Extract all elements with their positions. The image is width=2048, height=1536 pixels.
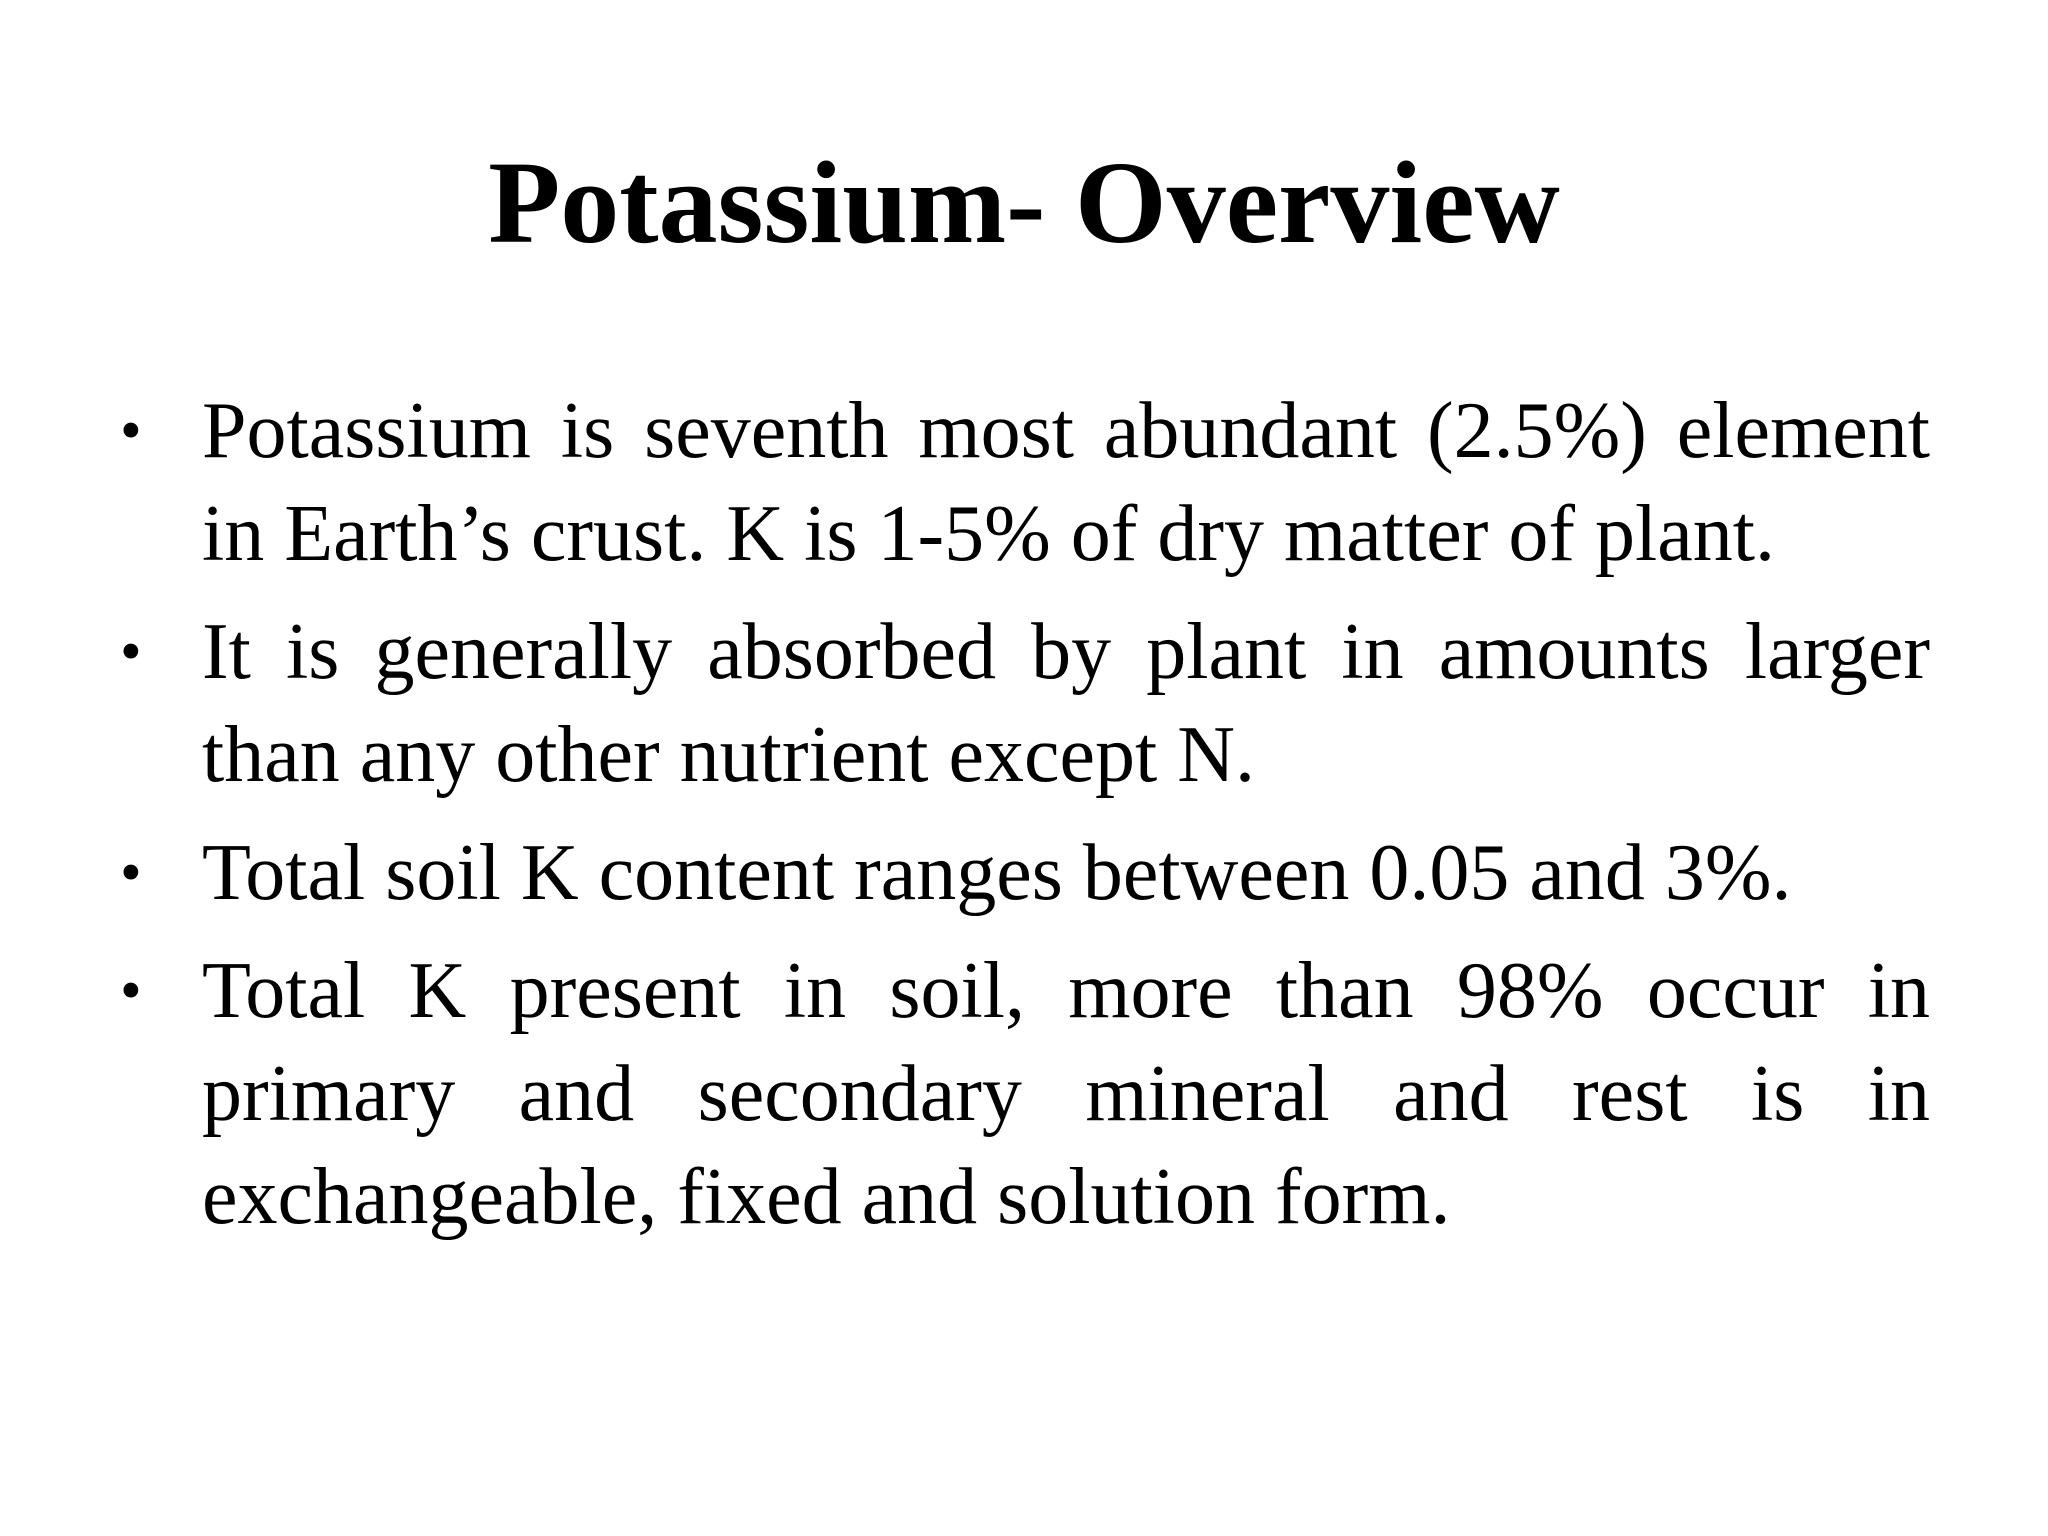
bullet-text: It is generally absorbed by plant in amounts larger than any other nutrient except N.: [202, 608, 1930, 799]
bullet-dot-icon: •: [120, 618, 142, 686]
bullet-dot-icon: •: [120, 839, 142, 907]
bullet-text: Total K present in soil, more than 98% occur in primary and secondary mineral and rest is in exchangeable, fixed and solution form.: [202, 947, 1930, 1241]
bullet-dot-icon: •: [120, 397, 142, 465]
bullet-item: [120, 940, 1930, 1249]
bullet-text: Potassium is seventh most abundant (2.5%) element in Earth’s crust. K is 1-5% of dry matter of plant.: [202, 387, 1930, 578]
bullet-dot-icon: •: [120, 957, 142, 1025]
bullet-text: Total soil K content ranges between 0.05 and 3%.: [202, 829, 1792, 917]
slide-title: Potassium- Overview: [488, 137, 1560, 268]
bullet-item: [120, 380, 1930, 586]
bullet-item: [120, 822, 1930, 925]
bullet-item: [120, 601, 1930, 807]
bullet-list: [120, 380, 1930, 1264]
